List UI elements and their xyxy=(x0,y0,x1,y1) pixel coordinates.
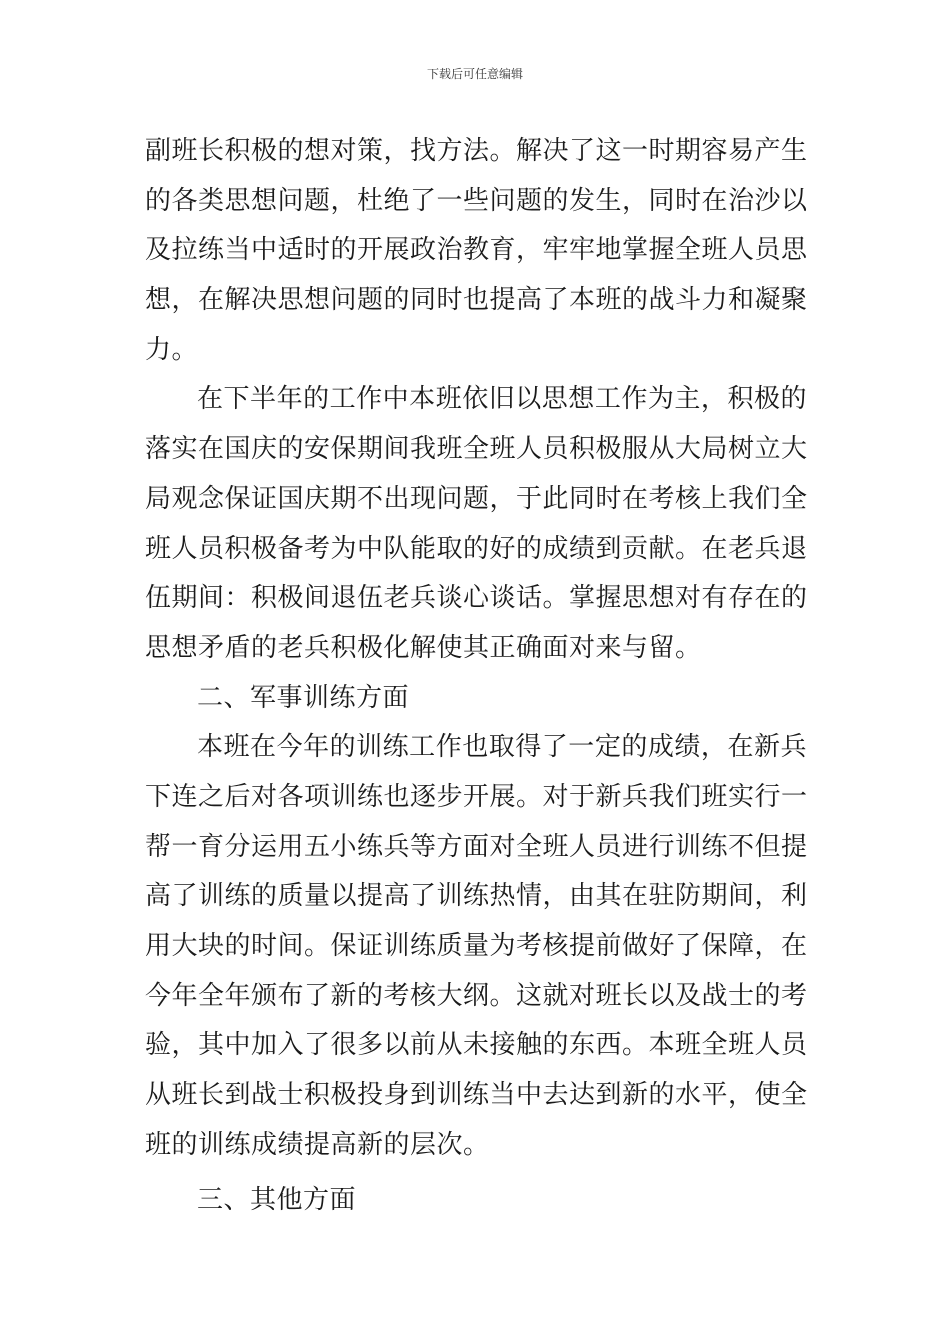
text-line: 班的训练成绩提高新的层次。 xyxy=(145,1129,490,1160)
text-line: 今年全年颁布了新的考核大纲。这就对班长以及战士的考 xyxy=(145,980,808,1011)
paragraph-first-line: 本班在今年的训练工作也取得了一定的成绩，在新兵 xyxy=(197,732,807,763)
paragraph-first-line: 在下半年的工作中本班依旧以思想工作为主，积极的 xyxy=(197,384,807,415)
text-line: 的各类思想问题，杜绝了一些问题的发生，同时在治沙以 xyxy=(145,185,808,216)
text-line: 思想矛盾的老兵积极化解使其正确面对来与留。 xyxy=(145,632,702,663)
section-heading: 三、其他方面 xyxy=(197,1185,357,1216)
text-line: 副班长积极的想对策，找方法。解决了这一时期容易产生 xyxy=(145,136,808,166)
text-line: 验，其中加入了很多以前从未接触的东西。本班全班人员 xyxy=(145,1030,808,1061)
text-line: 高了训练的质量以提高了训练热情，由其在驻防期间，利 xyxy=(145,881,808,912)
text-line: 班人员积极备考为中队能取的好的成绩到贡献。在老兵退 xyxy=(145,533,808,564)
text-line: 从班长到战士积极投身到训练当中去达到新的水平，使全 xyxy=(145,1080,808,1111)
body-text xyxy=(145,127,807,1226)
text-line: 落实在国庆的安保期间我班全班人员积极服从大局树立大 xyxy=(145,434,808,465)
text-line: 局观念保证国庆期不出现问题，于此同时在考核上我们全 xyxy=(145,483,808,514)
text-line: 想，在解决思想问题的同时也提高了本班的战斗力和凝聚 xyxy=(145,285,808,316)
text-line: 伍期间：积极间退伍老兵谈心谈话。掌握思想对有存在的 xyxy=(145,583,808,614)
page-header: 下载后可任意编辑 xyxy=(426,67,523,81)
text-line: 用大块的时间。保证训练质量为考核提前做好了保障，在 xyxy=(145,931,808,961)
text-line: 力。 xyxy=(145,334,199,365)
section-heading: 二、军事训练方面 xyxy=(197,682,410,713)
text-line: 及拉练当中适时的开展政治教育，牢牢地掌握全班人员思 xyxy=(145,235,808,266)
text-line: 下连之后对各项训练也逐步开展。对于新兵我们班实行一 xyxy=(145,781,808,812)
text-line: 帮一育分运用五小练兵等方面对全班人员进行训练不但提 xyxy=(145,831,808,862)
